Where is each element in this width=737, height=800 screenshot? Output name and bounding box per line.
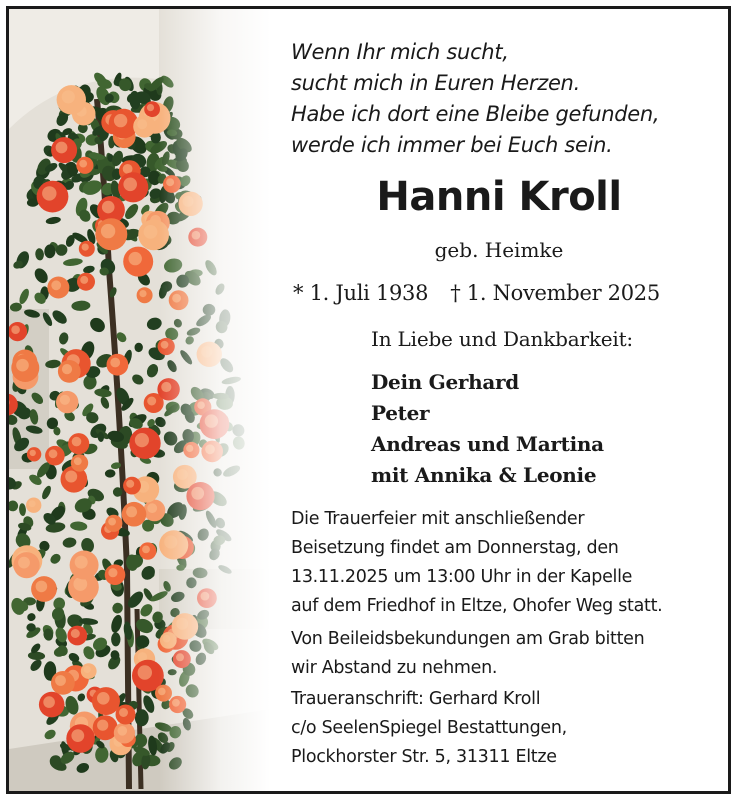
poem-line: Habe ich dort eine Bleibe gefunden, [291, 102, 660, 126]
service-line: 13.11.2025 um 13:00 Uhr in der Kapelle [291, 567, 633, 587]
photo-fade-overlay [159, 9, 271, 791]
family-member: Andreas und Martina [371, 432, 604, 456]
family-member: Dein Gerhard [371, 370, 519, 394]
condolence-line: wir Abstand zu nehmen. [291, 658, 498, 678]
poem-line: sucht mich in Euren Herzen. [291, 71, 580, 95]
service-line: Beisetzung findet am Donnerstag, den [291, 538, 619, 558]
life-dates [293, 281, 660, 305]
family-list [371, 367, 604, 491]
rose-bush-photo [9, 9, 271, 791]
address-line: Plockhorster Str. 5, 31311 Eltze [291, 747, 557, 767]
address-line: Traueranschrift: Gerhard Kroll [291, 689, 541, 709]
poem-line: werde ich immer bei Euch sein. [291, 133, 613, 157]
family-member: Peter [371, 401, 430, 425]
birth-date: * 1. Juli 1938 [293, 281, 429, 305]
notice-text-column [279, 9, 727, 791]
memorial-poem [291, 37, 659, 161]
obituary-notice [6, 6, 731, 794]
deceased-name: Hanni Kroll [376, 174, 622, 220]
family-member: mit Annika & Leonie [371, 463, 597, 487]
service-line: Die Trauerfeier mit anschließender [291, 509, 585, 529]
condolence-line: Von Beileidsbekundungen am Grab bitten [291, 629, 645, 649]
poem-line: Wenn Ihr mich sucht, [291, 40, 509, 64]
funeral-service-info [291, 505, 662, 621]
condolence-note [291, 625, 644, 683]
thanks-heading: In Liebe und Dankbarkeit: [371, 327, 633, 351]
address-line: c/o SeelenSpiegel Bestattungen, [291, 718, 567, 738]
death-date: † 1. November 2025 [450, 281, 660, 305]
mourning-address [291, 685, 567, 772]
birth-name: geb. Heimke [434, 238, 564, 262]
service-line: auf dem Friedhof in Eltze, Ohofer Weg statt. [291, 596, 663, 616]
